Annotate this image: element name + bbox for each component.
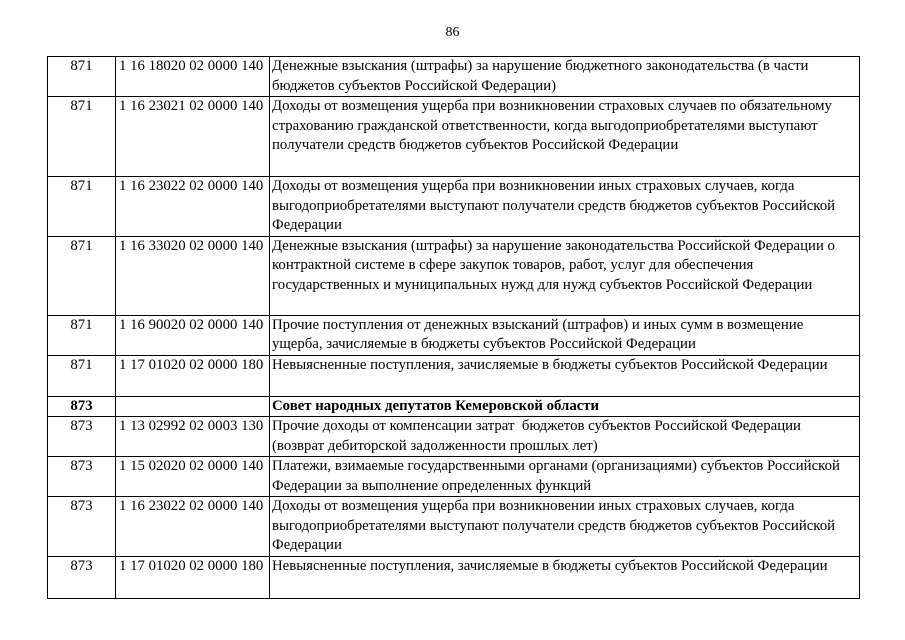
budget-classification-code-cell: 1 16 90020 02 0000 140 — [116, 315, 270, 355]
table-row — [48, 396, 860, 417]
description-line: выгодоприобретателями выступают получатели средств бюджетов субъектов Российской — [272, 197, 836, 214]
description-line: контрактной системе в сфере закупок товаров, работ, услуг для обеспечения — [272, 257, 754, 273]
description-line: получатели средств бюджетов субъектов Российской Федерации — [272, 137, 679, 153]
table-row — [48, 177, 860, 237]
budget-classification-code-cell — [116, 396, 270, 417]
administrator-code-cell: 871 — [48, 315, 116, 355]
description-line: Прочие доходы от компенсации затрат бюджетов субъектов Российской Федерации — [272, 418, 801, 434]
page-number: 86 — [445, 25, 460, 40]
description-line: Денежные взыскания (штрафы) за нарушение законодательства Российской Федерации о — [272, 237, 835, 254]
description-line: Доходы от возмещения ущерба при возникновении иных страховых случаев, когда — [272, 178, 795, 194]
revenue-description-cell — [270, 557, 860, 599]
description-line: Невыясненные поступления, зачисляемые в бюджеты субъектов Российской Федерации — [272, 558, 828, 574]
description-line: государственных и муниципальных нужд для нужд субъектов Российской Федерации — [272, 276, 813, 293]
description-line: Доходы от возмещения ущерба при возникновении страховых случаев по обязательному — [272, 98, 832, 114]
administrator-code-cell: 871 — [48, 355, 116, 396]
description-line: ущерба, зачисляемые в бюджеты субъектов Российской Федерации — [272, 336, 696, 352]
administrator-code-cell: 873 — [48, 557, 116, 599]
description-line: Совет народных депутатов Кемеровской области — [272, 397, 600, 414]
administrator-code-cell: 873 — [48, 396, 116, 417]
revenue-description-cell — [270, 97, 860, 177]
revenue-description-cell — [270, 177, 860, 237]
table-row — [48, 417, 860, 457]
budget-classification-code-cell: 1 16 23022 02 0000 140 — [116, 497, 270, 557]
description-line: страхованию гражданской ответственности, когда выгодоприобретателями выступают — [272, 117, 818, 134]
administrator-code-cell: 871 — [48, 57, 116, 97]
table-row — [48, 57, 860, 97]
table-body — [48, 57, 860, 599]
budget-classification-code-cell: 1 17 01020 02 0000 180 — [116, 355, 270, 396]
administrator-code-cell: 871 — [48, 97, 116, 177]
description-line: (возврат дебиторской задолженности прошлых лет) — [272, 437, 598, 454]
table-row — [48, 497, 860, 557]
revenue-description-cell — [270, 236, 860, 315]
revenue-description-cell — [270, 57, 860, 97]
administrator-code-cell: 873 — [48, 457, 116, 497]
revenue-description-cell — [270, 315, 860, 355]
administrator-code-cell: 871 — [48, 236, 116, 315]
revenue-description-cell — [270, 417, 860, 457]
table-row — [48, 236, 860, 315]
budget-classification-code-cell: 1 16 23021 02 0000 140 — [116, 97, 270, 177]
administrator-code-cell: 873 — [48, 417, 116, 457]
budget-classification-code-cell: 1 16 33020 02 0000 140 — [116, 236, 270, 315]
administrator-code-cell: 871 — [48, 177, 116, 237]
description-line: Платежи, взимаемые государственными органами (организациями) субъектов Российской — [272, 458, 840, 474]
description-line: Невыясненные поступления, зачисляемые в бюджеты субъектов Российской Федерации — [272, 356, 828, 373]
revenue-description-cell — [270, 355, 860, 396]
description-line: Федерации — [272, 217, 342, 233]
budget-classification-code-cell: 1 16 23022 02 0000 140 — [116, 177, 270, 237]
revenue-description-cell — [270, 396, 860, 417]
table-row — [48, 355, 860, 396]
description-line: Доходы от возмещения ущерба при возникновении иных страховых случаев, когда — [272, 498, 795, 514]
description-line: Федерации за выполнение определенных функций — [272, 477, 592, 494]
budget-classification-code-cell: 1 13 02992 02 0003 130 — [116, 417, 270, 457]
budget-classification-code-cell: 1 16 18020 02 0000 140 — [116, 57, 270, 97]
revenue-description-cell — [270, 497, 860, 557]
table-row — [48, 97, 860, 177]
description-line: Федерации — [272, 537, 342, 553]
description-line: выгодоприобретателями выступают получатели средств бюджетов субъектов Российской — [272, 517, 836, 534]
budget-revenue-table — [47, 56, 860, 599]
description-line: Денежные взыскания (штрафы) за нарушение бюджетного законодательства (в части — [272, 58, 809, 74]
administrator-code-cell: 873 — [48, 497, 116, 557]
table-row — [48, 315, 860, 355]
revenue-description-cell — [270, 457, 860, 497]
budget-classification-code-cell: 1 17 01020 02 0000 180 — [116, 557, 270, 599]
budget-classification-code-cell: 1 15 02020 02 0000 140 — [116, 457, 270, 497]
description-line: бюджетов субъектов Российской Федерации) — [272, 77, 557, 94]
table-row — [48, 457, 860, 497]
table-row — [48, 557, 860, 599]
description-line: Прочие поступления от денежных взысканий (штрафов) и иных сумм в возмещение — [272, 316, 804, 333]
